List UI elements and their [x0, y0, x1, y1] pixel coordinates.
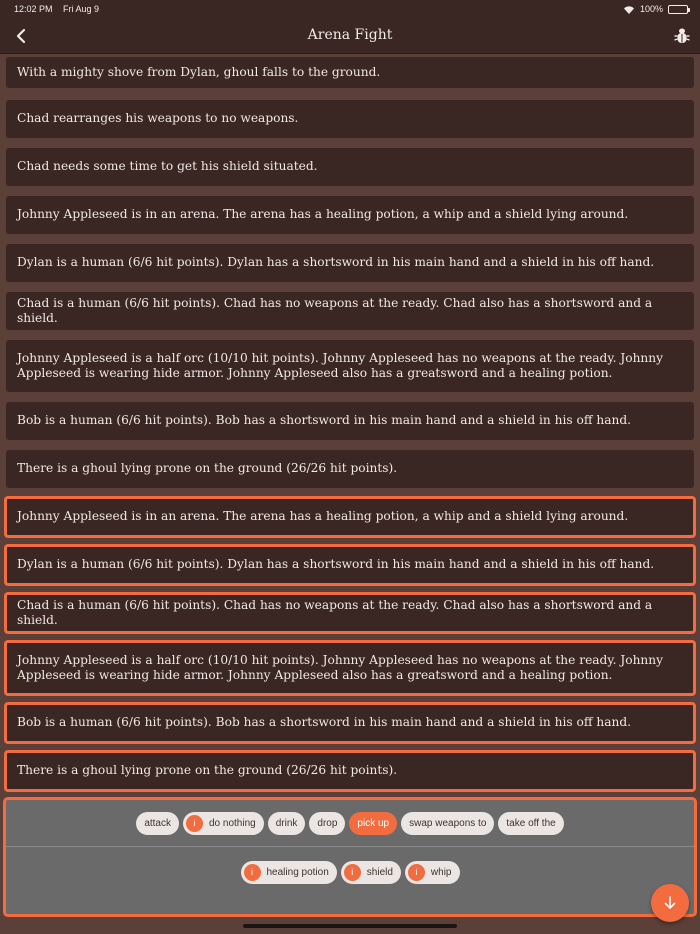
verb-chip-take-off-the[interactable] — [498, 812, 563, 835]
feed-card — [6, 340, 694, 392]
feed-card-text: Chad is a human (6/6 hit points). Chad has no weapons at the ready. Chad also has a shortsword and a shield. — [17, 295, 653, 325]
feed-card — [6, 244, 694, 282]
chip-label: shield — [366, 866, 393, 878]
feed-card-text: There is a ghoul lying prone on the ground (26/26 hit points). — [17, 461, 398, 476]
feed-card-highlighted — [4, 592, 696, 634]
chip-label: healing potion — [266, 866, 329, 878]
action-panel — [3, 797, 697, 917]
chip-label: swap weapons to — [409, 817, 487, 829]
chip-label: do nothing — [209, 817, 256, 829]
feed-card-text: Dylan is a human (6/6 hit points). Dylan has a shortsword in his main hand and a shield in his off hand. — [17, 557, 655, 572]
info-icon: i — [186, 815, 203, 832]
chip-label: attack — [144, 817, 171, 829]
arrow-down-icon — [662, 895, 678, 911]
info-icon: i — [408, 864, 425, 881]
feed-card — [6, 57, 694, 88]
feed-card — [6, 148, 694, 186]
feed-card-text: Chad is a human (6/6 hit points). Chad has no weapons at the ready. Chad also has a shortsword and a shield. — [17, 597, 653, 627]
debug-button[interactable] — [674, 27, 690, 45]
target-chip-shield[interactable] — [341, 861, 401, 884]
target-chip-whip[interactable] — [405, 861, 460, 884]
home-indicator[interactable] — [243, 924, 457, 928]
verb-chip-pick-up[interactable] — [349, 812, 397, 835]
info-icon: i — [244, 864, 261, 881]
feed-card-text: Bob is a human (6/6 hit points). Bob has a shortsword in his main hand and a shield in his off hand. — [17, 715, 632, 730]
feed-card — [6, 450, 694, 488]
nav-bar — [0, 18, 700, 54]
feed-card-text: Dylan is a human (6/6 hit points). Dylan has a shortsword in his main hand and a shield in his off hand. — [17, 255, 655, 270]
feed-card-highlighted — [4, 544, 696, 586]
bug-icon — [674, 27, 690, 45]
feed-card-text: Johnny Appleseed is a half orc (10/10 hit points). Johnny Appleseed has no weapons at the ready. Johnny Appleseed is wearing hide armor. Johnny Appleseed also has a greatsword and a healing potion. — [17, 350, 664, 380]
feed-card — [6, 402, 694, 440]
scroll-down-button[interactable] — [651, 884, 689, 922]
status-time: 12:02 PM — [14, 4, 53, 14]
chip-label: drop — [317, 817, 338, 829]
chip-label: drink — [275, 817, 298, 829]
target-chip-row — [6, 847, 694, 897]
feed-card-highlighted — [4, 750, 696, 792]
feed-card-text: Johnny Appleseed is in an arena. The arena has a healing potion, a whip and a shield lying around. — [17, 509, 629, 524]
verb-chip-row — [6, 800, 694, 846]
verb-chip-drop[interactable] — [309, 812, 345, 835]
verb-chip-drink[interactable] — [268, 812, 306, 835]
feed-card — [6, 196, 694, 234]
page-title: Arena Fight — [307, 27, 393, 43]
status-date: Fri Aug 9 — [63, 4, 100, 14]
feed-card — [6, 292, 694, 330]
feed-card-text: Bob is a human (6/6 hit points). Bob has a shortsword in his main hand and a shield in his off hand. — [17, 413, 632, 428]
chip-label: whip — [430, 866, 452, 878]
feed-card-text: Chad needs some time to get his shield situated. — [17, 159, 318, 174]
feed-card — [6, 100, 694, 138]
feed-card-text: Johnny Appleseed is a half orc (10/10 hit points). Johnny Appleseed has no weapons at the ready. Johnny Appleseed is wearing hide armor. Johnny Appleseed also has a greatsword and a healing potion. — [17, 652, 664, 682]
verb-chip-swap-weapons-to[interactable] — [401, 812, 494, 835]
wifi-icon — [623, 5, 635, 14]
battery-icon — [668, 5, 688, 14]
feed-card-text: With a mighty shove from Dylan, ghoul falls to the ground. — [17, 64, 381, 79]
feed-card-text: Chad rearranges his weapons to no weapons. — [17, 111, 299, 126]
feed-card-text: Johnny Appleseed is in an arena. The arena has a healing potion, a whip and a shield lying around. — [17, 207, 629, 222]
feed-card-text: There is a ghoul lying prone on the ground (26/26 hit points). — [17, 763, 398, 778]
status-bar — [0, 0, 700, 18]
feed-card-highlighted — [4, 702, 696, 744]
chip-label: take off the — [506, 817, 556, 829]
verb-chip-do-nothing[interactable] — [183, 812, 264, 835]
chip-label: pick up — [357, 817, 390, 829]
battery-percent: 100% — [639, 4, 663, 14]
info-icon: i — [344, 864, 361, 881]
verb-chip-attack[interactable] — [136, 812, 179, 835]
feed-card-highlighted — [4, 640, 696, 696]
feed-card-highlighted — [4, 496, 696, 538]
target-chip-healing-potion[interactable] — [241, 861, 337, 884]
